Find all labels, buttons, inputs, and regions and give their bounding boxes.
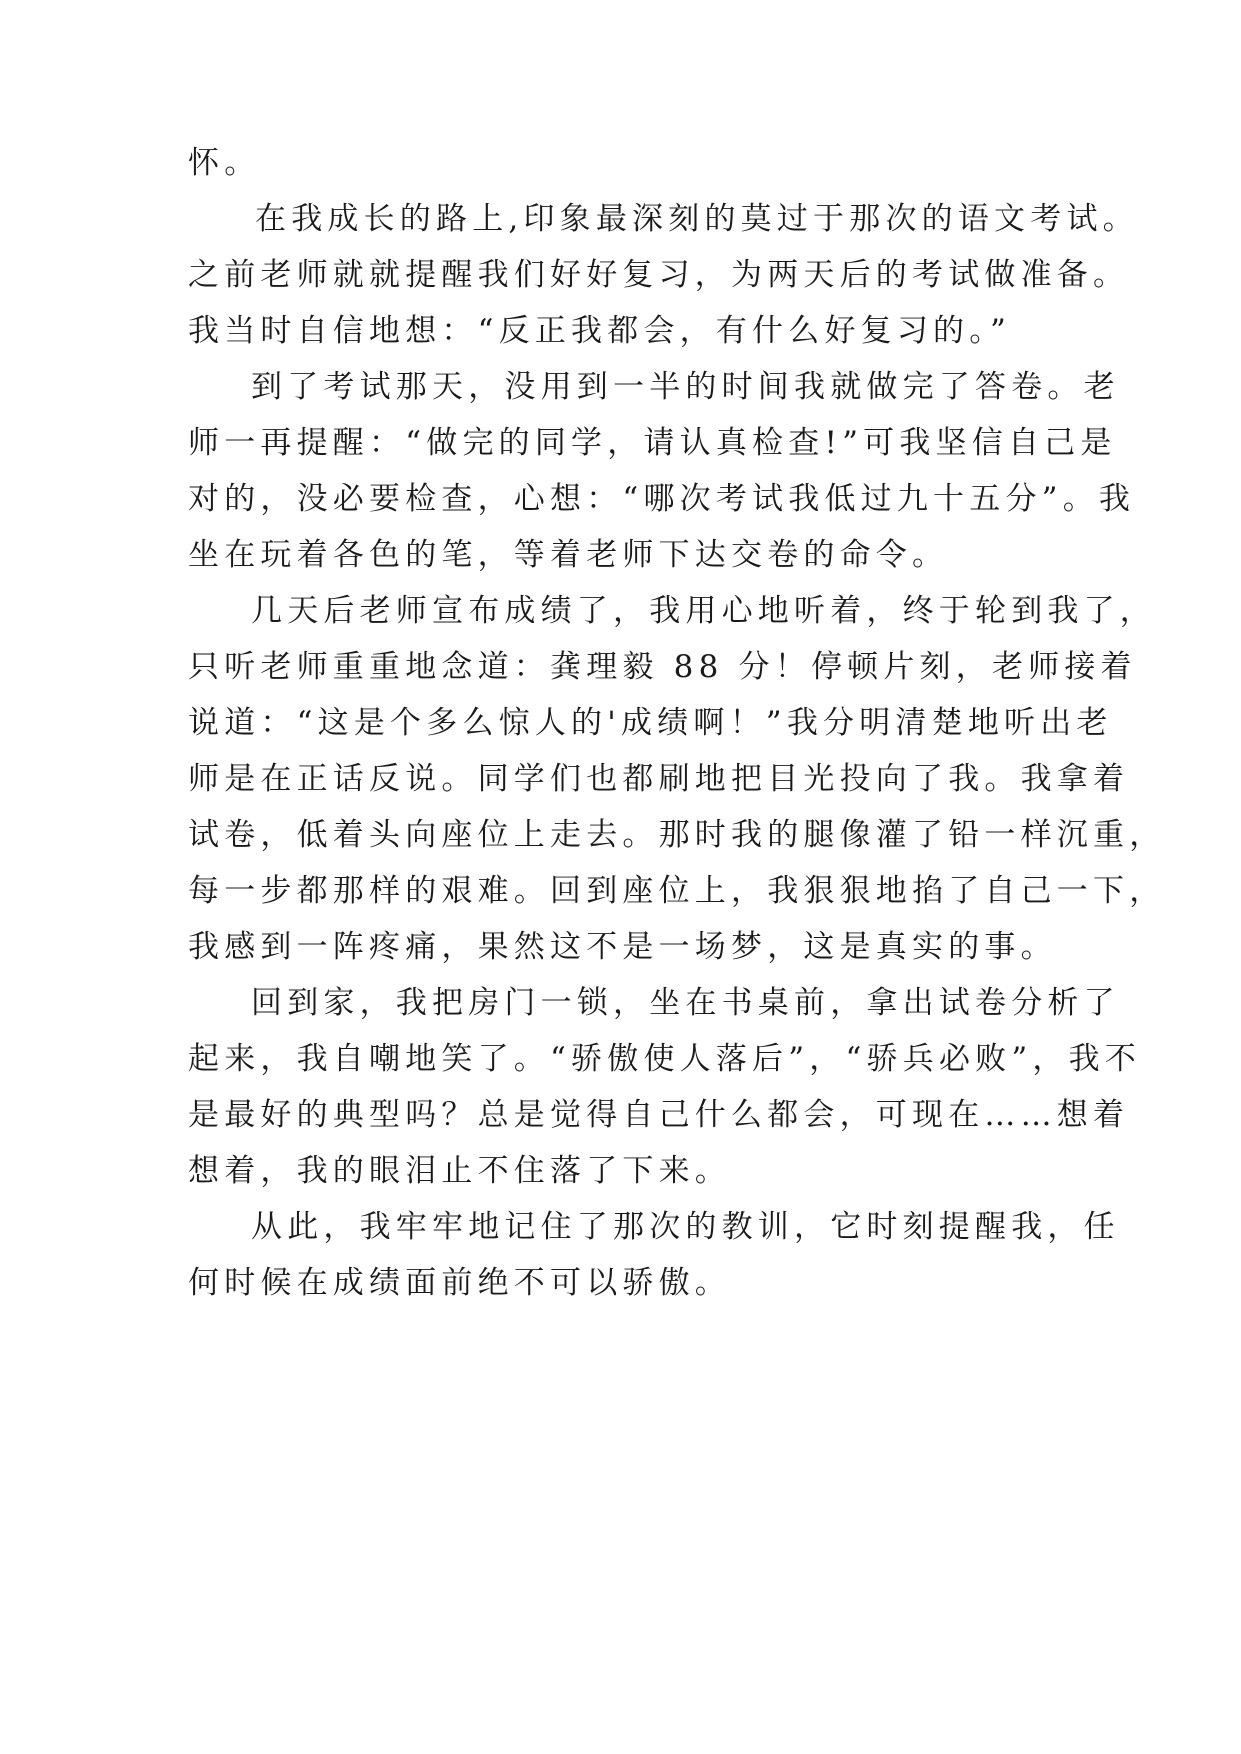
text-line: 每一步都那样的艰难。回到座位上，我狠狠地掐了自己一下， — [188, 873, 1166, 909]
text-line: 怀。 — [188, 145, 261, 181]
text-line: 对的，没必要检查，心想：“哪次考试我低过九十五分”。我 — [188, 481, 1136, 517]
paragraph-first-line: 回到家，我把房门一锁，坐在书桌前，拿出试卷分析了 — [251, 985, 1120, 1021]
text-line: 起来，我自嘲地笑了。“骄傲使人落后”，“骄兵必败”，我不 — [188, 1041, 1141, 1077]
text-line: 是最好的典型吗？总是觉得自己什么都会，可现在……想着 — [188, 1097, 1130, 1133]
paragraph-first-line: 在我成长的路上,印象最深刻的莫过于那次的语文考试。 — [255, 201, 1139, 237]
text-line: 只听老师重重地念道：龚理毅 88 分！停顿片刻，老师接着 — [188, 649, 1137, 685]
text-line: 想着，我的眼泪止不住落了下来。 — [188, 1153, 731, 1189]
text-line: 说道：“这是个多么惊人的'成绩啊！”我分明清楚地听出老 — [188, 705, 1113, 741]
text-line: 师是在正话反说。同学们也都刷地把目光投向了我。我拿着 — [188, 761, 1130, 797]
text-line: 师一再提醒：“做完的同学，请认真检查!”可我坚信自己是 — [188, 425, 1117, 461]
paragraph-first-line: 到了考试那天，没用到一半的时间我就做完了答卷。老 — [251, 369, 1120, 405]
text-line: 试卷，低着头向座位上走去。那时我的腿像灌了铅一样沉重， — [188, 817, 1166, 853]
text-line: 我当时自信地想：“反正我都会，有什么好复习的。” — [188, 313, 1011, 349]
paragraph-first-line: 从此，我牢牢地记住了那次的教训，它时刻提醒我，任 — [251, 1209, 1120, 1245]
text-line: 我感到一阵疼痛，果然这不是一场梦，这是真实的事。 — [188, 929, 1057, 965]
text-line: 坐在玩着各色的笔，等着老师下达交卷的命令。 — [188, 537, 949, 573]
text-line: 何时候在成绩面前绝不可以骄傲。 — [188, 1265, 731, 1301]
text-line: 之前老师就就提醒我们好好复习，为两天后的考试做准备。 — [188, 257, 1130, 293]
paragraph-first-line: 几天后老师宣布成绩了，我用心地听着，终于轮到我了， — [251, 593, 1156, 629]
